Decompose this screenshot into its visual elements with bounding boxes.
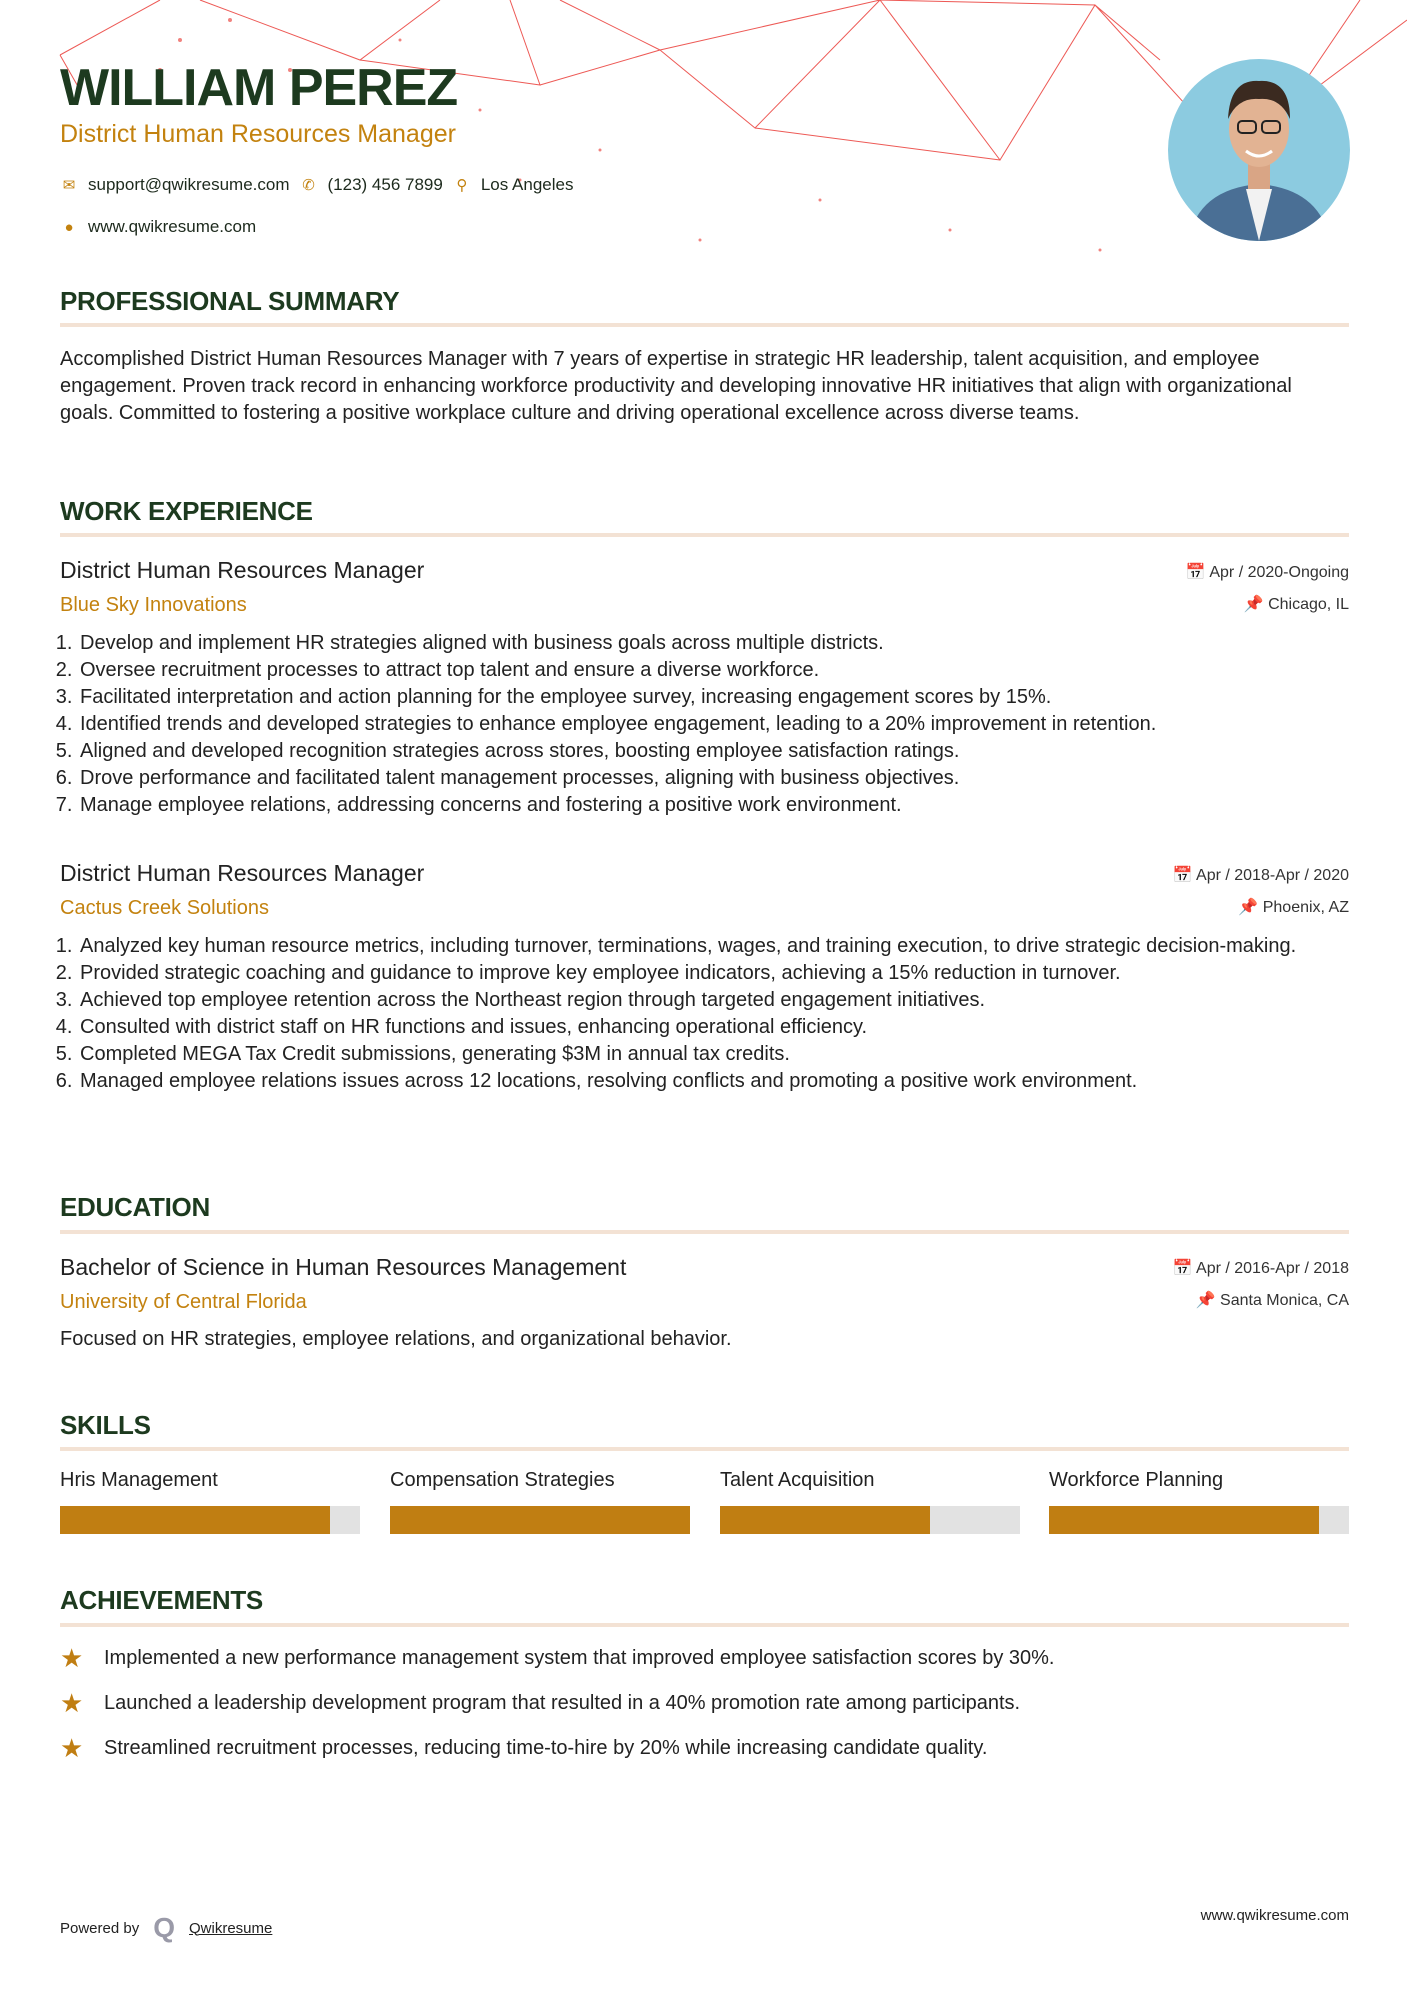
edu-description: Focused on HR strategies, employee relations, and organizational behavior. — [60, 1328, 732, 1350]
edu-dates — [1173, 1258, 1349, 1278]
skill-label: Compensation Strategies — [390, 1469, 615, 1491]
skill-bar — [1049, 1506, 1349, 1534]
envelope-icon: ✉ — [62, 177, 76, 194]
bullet-item: 5. Aligned and developed recognition strategies across stores, boosting employee satisfaction ratings. — [78, 738, 1350, 765]
phone-text: (123) 456 7899 — [327, 175, 443, 194]
calendar-icon: 📅 — [1172, 1260, 1197, 1277]
location-text: Chicago, IL — [1268, 596, 1349, 613]
profile-photo — [1168, 59, 1350, 241]
star-icon: ★ — [60, 1688, 84, 1718]
summary-text: Accomplished District Human Resources Manager with 7 years of expertise in strategic HR leadership, talent acquisition, and employee engagement. Proven track record in enhancing workforce productivity and developing innovative HR initiatives that align with organizational goals. Committed to fostering a positive workplace culture and driving operational excellence across diverse teams. — [60, 348, 1292, 424]
bullet-item: 5. Completed MEGA Tax Credit submissions, generating $3M in annual tax credits. — [78, 1041, 1350, 1068]
skill-bar-fill — [720, 1506, 930, 1534]
divider — [60, 1623, 1349, 1627]
skill-label: Talent Acquisition — [720, 1469, 875, 1491]
skill-item — [1049, 1469, 1349, 1534]
skill-label: Workforce Planning — [1049, 1469, 1224, 1491]
location-text: Santa Monica, CA — [1220, 1292, 1349, 1309]
skill-label: Hris Management — [60, 1469, 218, 1491]
calendar-icon: 📅 — [1185, 564, 1210, 581]
education-heading: EDUCATION — [60, 1192, 210, 1222]
summary-heading: PROFESSIONAL SUMMARY — [60, 286, 400, 316]
achievement-text: Launched a leadership development program that resulted in a 40% promotion rate among participants. — [104, 1692, 1021, 1714]
skill-item — [390, 1469, 690, 1534]
email-link[interactable]: support@qwikresume.com — [88, 175, 290, 194]
job-role: District Human Resources Manager — [60, 557, 425, 583]
divider — [60, 1447, 1349, 1451]
achievement-item — [60, 1688, 1020, 1719]
website-row — [60, 217, 256, 237]
star-icon: ★ — [60, 1643, 84, 1673]
bullet-item: 1. Develop and implement HR strategies aligned with business goals across multiple districts. — [78, 630, 1350, 657]
skill-bar-fill — [1049, 1506, 1319, 1534]
bullet-item: 7. Manage employee relations, addressing concerns and fostering a positive work environment. — [78, 792, 1350, 819]
edu-location — [1196, 1290, 1349, 1310]
job-location — [1244, 594, 1349, 614]
experience-heading: WORK EXPERIENCE — [60, 496, 313, 526]
job-company: Cactus Creek Solutions — [60, 897, 269, 919]
achievement-item — [60, 1733, 987, 1764]
divider — [60, 1230, 1349, 1234]
location-text: Phoenix, AZ — [1262, 899, 1349, 916]
candidate-name: WILLIAM PEREZ — [60, 59, 458, 117]
skill-bar-fill — [390, 1506, 690, 1534]
bullet-item: 4. Identified trends and developed strategies to enhance employee engagement, leading to a 20% improvement in retention. — [78, 711, 1350, 738]
bullet-item: 2. Provided strategic coaching and guidance to improve key employee indicators, achieving a 15% reduction in turnover. — [78, 960, 1350, 987]
job-role: District Human Resources Manager — [60, 860, 425, 886]
dates-text: Apr / 2020-Ongoing — [1209, 564, 1349, 581]
skill-bar — [720, 1506, 1020, 1534]
divider — [60, 323, 1349, 327]
dates-text: Apr / 2016-Apr / 2018 — [1196, 1260, 1349, 1277]
divider — [60, 533, 1349, 537]
achievement-text: Implemented a new performance management system that improved employee satisfaction scores by 30%. — [104, 1647, 1055, 1669]
globe-icon: ● — [64, 218, 74, 236]
skill-bar — [390, 1506, 690, 1534]
skills-heading: SKILLS — [60, 1410, 151, 1440]
job-location — [1238, 897, 1349, 917]
footer-website[interactable]: www.qwikresume.com — [1200, 1907, 1349, 1924]
bullet-item: 1. Analyzed key human resource metrics, including turnover, terminations, wages, and training execution, to drive strategic decision-making. — [78, 933, 1350, 960]
pushpin-icon: 📌 — [1195, 1292, 1221, 1309]
star-icon: ★ — [60, 1733, 84, 1763]
bullet-item: 6. Drove performance and facilitated talent management processes, aligning with business objectives. — [78, 765, 1350, 792]
skill-item — [60, 1469, 360, 1534]
job-dates — [1173, 865, 1349, 885]
achievement-text: Streamlined recruitment processes, reducing time-to-hire by 20% while increasing candidate quality. — [104, 1737, 988, 1759]
school: University of Central Florida — [60, 1291, 307, 1313]
pushpin-icon: 📌 — [1238, 899, 1263, 916]
job-bullets — [60, 630, 1350, 819]
pushpin-icon: 📌 — [1243, 596, 1269, 613]
bullet-item: 3. Facilitated interpretation and action planning for the employee survey, increasing engagement scores by 15%. — [78, 684, 1350, 711]
contact-row — [60, 175, 573, 195]
bullet-item: 2. Oversee recruitment processes to attract top talent and ensure a diverse workforce. — [78, 657, 1350, 684]
bullet-item: 6. Managed employee relations issues across 12 locations, resolving conflicts and promoting a positive work environment. — [78, 1068, 1350, 1095]
achievement-item — [60, 1643, 1054, 1674]
footer-powered — [60, 1912, 272, 1944]
skill-item — [720, 1469, 1020, 1534]
skill-bar — [60, 1506, 360, 1534]
website-link[interactable]: www.qwikresume.com — [88, 217, 257, 236]
powered-by-label: Powered by — [60, 1919, 140, 1937]
calendar-icon: 📅 — [1172, 867, 1197, 884]
phone-icon: ✆ — [302, 177, 315, 194]
job-dates — [1186, 562, 1349, 582]
achievements-heading: ACHIEVEMENTS — [60, 1585, 263, 1615]
dates-text: Apr / 2018-Apr / 2020 — [1196, 867, 1349, 884]
job-bullets — [60, 933, 1350, 1095]
skill-bar-fill — [60, 1506, 330, 1534]
qwikresume-link[interactable]: Qwikresume — [189, 1919, 273, 1937]
candidate-title: District Human Resources Manager — [60, 120, 456, 148]
qwikresume-logo-icon: Q — [153, 1912, 175, 1943]
bullet-item: 3. Achieved top employee retention across the Northeast region through targeted engagement initiatives. — [78, 987, 1350, 1014]
location-text: Los Angeles — [480, 175, 574, 194]
map-pin-icon: ⚲ — [456, 177, 468, 194]
degree: Bachelor of Science in Human Resources Management — [60, 1254, 627, 1280]
job-company: Blue Sky Innovations — [60, 594, 247, 616]
bullet-item: 4. Consulted with district staff on HR functions and issues, enhancing operational efficiency. — [78, 1014, 1350, 1041]
